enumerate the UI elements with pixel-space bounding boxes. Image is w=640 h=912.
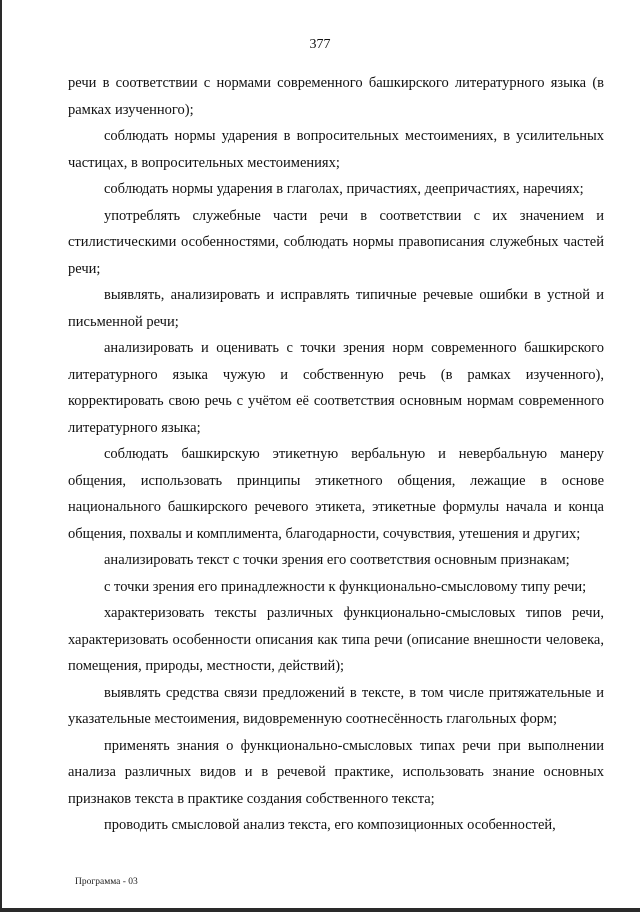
page-number: 377 xyxy=(309,37,331,52)
paragraph: с точки зрения его принадлежности к функционально-смысловому типу речи; xyxy=(104,578,587,595)
paragraph: анализировать и оценивать с точки зрения норм современного башкирского литературного языка чужую и собственную речь (в рамках изученного), корректировать свою речь с учётом её соответствия основным нормам современного литературного языка; xyxy=(68,340,604,436)
paragraph: соблюдать башкирскую этикетную вербальную и невербальную манеру общения, использовать принципы этикетного общения, лежащие в основе национального башкирского речевого этикета, этикетные формулы начала и конца общения, похвалы и комплимента, благодарности, сочувствия, утешения и других; xyxy=(68,446,604,542)
scan-border-bottom xyxy=(0,908,640,912)
paragraph: употреблять служебные части речи в соответствии с их значением и стилистическими особенностями, соблюдать нормы правописания служебных частей речи; xyxy=(68,207,604,277)
paragraph: применять знания о функционально-смысловых типах речи при выполнении анализа различных видов и в речевой практике, использовать знание основных признаков текста в практике создания собственного текста; xyxy=(68,737,604,807)
document-body xyxy=(68,70,604,842)
paragraph: выявлять, анализировать и исправлять типичные речевые ошибки в устной и письменной речи; xyxy=(68,287,604,330)
paragraph: анализировать текст с точки зрения его соответствия основным признакам; xyxy=(104,552,570,568)
paragraph: характеризовать тексты различных функционально-смысловых типов речи, характеризовать особенности описания как типа речи (описание внешности человека, помещения, природы, местности, действий); xyxy=(68,605,604,674)
paragraph-cut-off: проводить смысловой анализ текста, его композиционных особенностей, xyxy=(104,817,556,833)
paragraph: соблюдать нормы ударения в глаголах, причастиях, деепричастиях, наречиях; xyxy=(104,181,584,197)
paragraph: выявлять средства связи предложений в тексте, в том числе притяжательные и указательные местоимения, видовременную соотнесённость глагольных форм; xyxy=(68,684,604,727)
scan-border-left xyxy=(0,0,2,912)
footer-program-label: Программа - 03 xyxy=(75,877,138,887)
paragraph: соблюдать нормы ударения в вопросительных местоимениях, в усилительных частицах, в вопросительных местоимениях; xyxy=(68,128,604,171)
paragraph-continuation: речи в соответствии с нормами современного башкирского литературного языка (в рамках изученного); xyxy=(68,75,604,118)
